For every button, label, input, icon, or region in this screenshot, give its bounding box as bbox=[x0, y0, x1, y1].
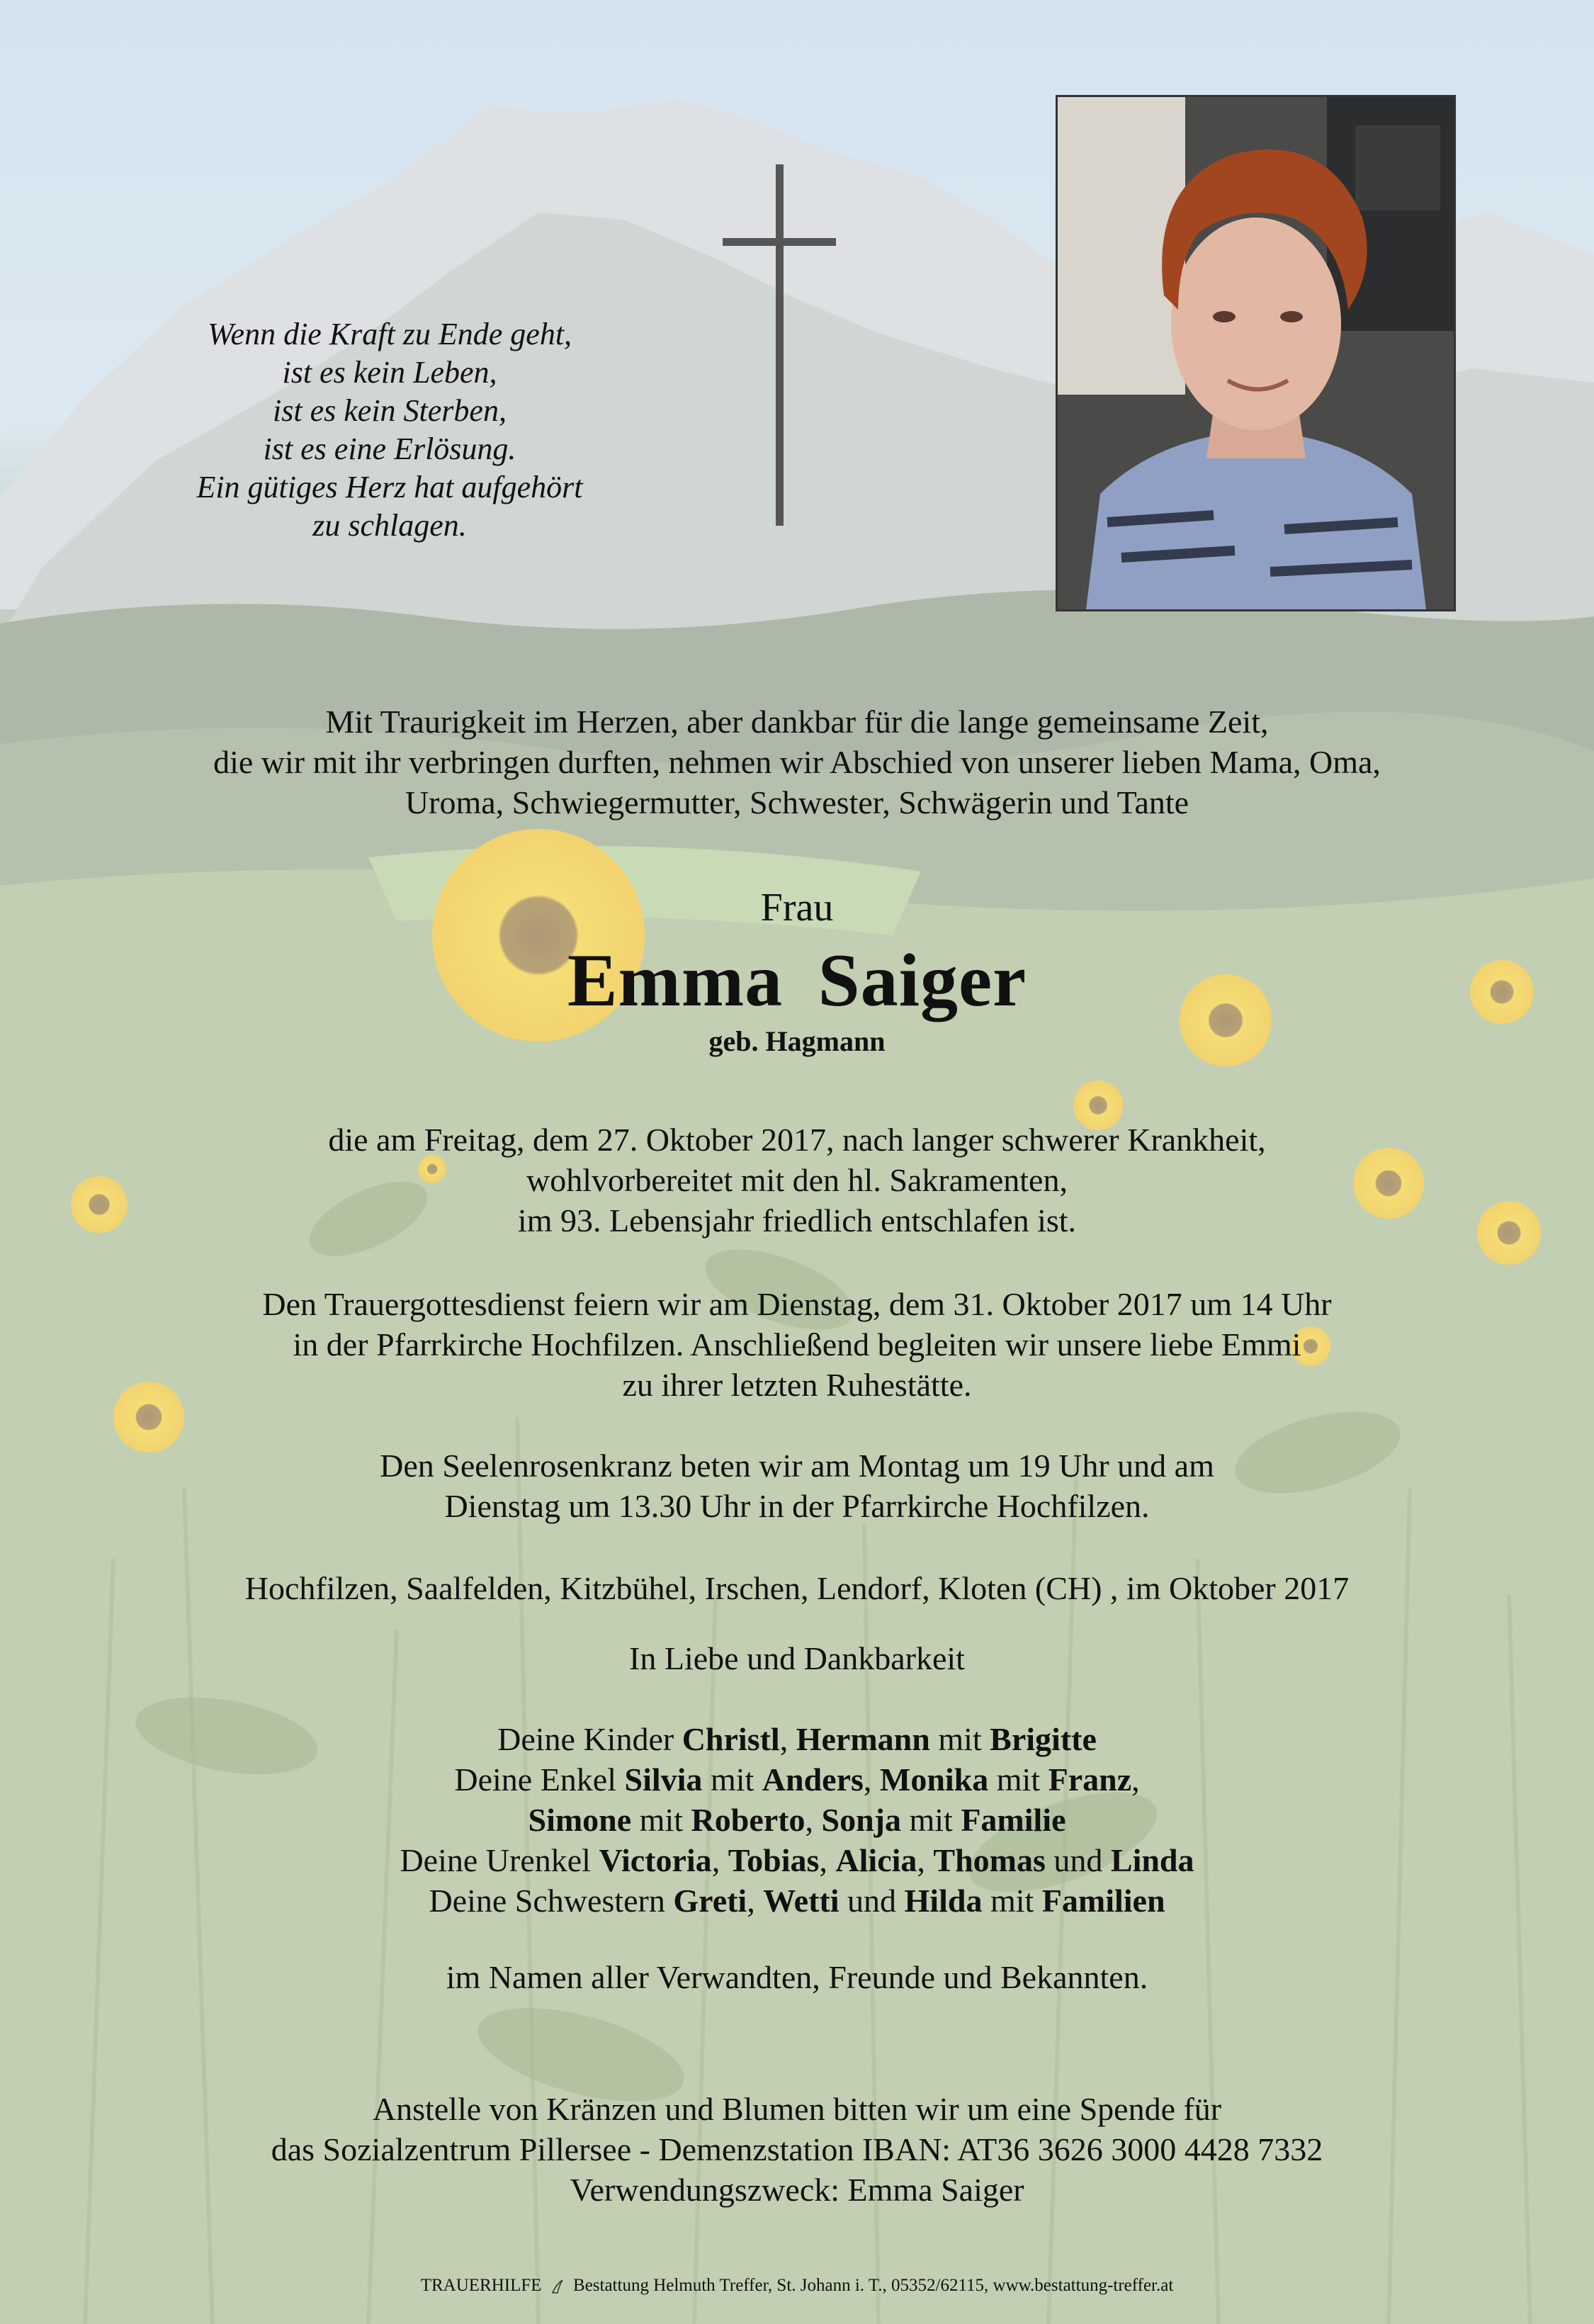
dove-logo-icon bbox=[550, 2277, 565, 2296]
funeral-line: Den Trauergottesdienst feiern wir am Dienstag, dem 31. Oktober 2017 um 14 Uhr bbox=[262, 1286, 1332, 1322]
quote-line: zu schlagen. bbox=[312, 508, 467, 543]
donation-line: das Sozialzentrum Pillersee - Demenzstation IBAN: AT36 3626 3000 4428 7332 bbox=[271, 2131, 1323, 2167]
intro-paragraph bbox=[0, 701, 1594, 823]
family-sisters: Deine Schwestern Greti, Wetti und Hilda mit Familien bbox=[429, 1883, 1165, 1919]
deceased-name: Emma Saiger bbox=[567, 939, 1027, 1022]
family-grandchildren: Deine Enkel Silvia mit Anders, Monika mit Franz, bbox=[454, 1761, 1140, 1798]
death-line: wohlvorbereitet mit den hl. Sakramenten, bbox=[526, 1162, 1068, 1198]
footer-text: Bestattung Helmuth Treffer, St. Johann i. T., 05352/62115, www.bestattung-treffer.at bbox=[573, 2276, 1174, 2295]
death-line: im 93. Lebensjahr friedlich entschlafen ist. bbox=[517, 1202, 1077, 1239]
footer-brand: TRAUERHILFE bbox=[420, 2276, 542, 2295]
family-children: Deine Kinder Christl, Hermann mit Brigitte bbox=[497, 1721, 1097, 1757]
places-date: Hochfilzen, Saalfelden, Kitzbühel, Irschen, Lendorf, Kloten (CH) , im Oktober 2017 bbox=[244, 1570, 1350, 1606]
donation-line: Verwendungszweck: Emma Saiger bbox=[570, 2172, 1024, 2208]
quote-line: ist es kein Leben, bbox=[282, 355, 497, 390]
portrait-photo bbox=[1056, 95, 1456, 611]
birth-name: geb. Hagmann bbox=[708, 1025, 886, 1057]
family-list bbox=[0, 1719, 1594, 1921]
family-grandchildren-2: Simone mit Roberto, Sonja mit Familie bbox=[528, 1802, 1066, 1838]
rosary-line: Den Seelenrosenkranz beten wir am Montag um 19 Uhr und am bbox=[380, 1448, 1214, 1484]
family-great-grandchildren: Deine Urenkel Victoria, Tobias, Alicia, Thomas und Linda bbox=[400, 1842, 1194, 1878]
footer bbox=[0, 2274, 1594, 2297]
intro-line: Mit Traurigkeit im Herzen, aber dankbar für die lange gemeinsame Zeit, bbox=[325, 704, 1269, 740]
death-paragraph bbox=[0, 1119, 1594, 1241]
intro-line: die wir mit ihr verbringen durften, nehmen wir Abschied von unserer lieben Mama, Oma, bbox=[213, 744, 1381, 780]
donation-line: Anstelle von Kränzen und Blumen bitten wir um eine Spende für bbox=[372, 2091, 1222, 2127]
quote-line: ist es kein Sterben, bbox=[273, 393, 507, 428]
rosary-line: Dienstag um 13.30 Uhr in der Pfarrkirche Hochfilzen. bbox=[444, 1488, 1150, 1524]
love-line: In Liebe und Dankbarkeit bbox=[629, 1640, 965, 1676]
death-line: die am Freitag, dem 27. Oktober 2017, nach langer schwerer Krankheit, bbox=[328, 1122, 1266, 1158]
funeral-paragraph bbox=[0, 1284, 1594, 1405]
quote-line: ist es eine Erlösung. bbox=[263, 431, 516, 466]
salutation: Frau bbox=[760, 886, 834, 930]
funeral-line: zu ihrer letzten Ruhestätte. bbox=[622, 1367, 972, 1403]
quote-line: Ein gütiges Herz hat aufgehört bbox=[196, 470, 583, 504]
rosary-paragraph bbox=[0, 1445, 1594, 1526]
quote-line: Wenn die Kraft zu Ende geht, bbox=[207, 317, 572, 351]
memorial-quote bbox=[152, 315, 627, 545]
intro-line: Uroma, Schwiegermutter, Schwester, Schwägerin und Tante bbox=[405, 784, 1189, 820]
donation-paragraph bbox=[0, 2089, 1594, 2210]
funeral-line: in der Pfarrkirche Hochfilzen. Anschließend begleiten wir unsere liebe Emmi bbox=[293, 1326, 1301, 1363]
relatives-line: im Namen aller Verwandten, Freunde und Bekannten. bbox=[446, 1959, 1148, 1995]
cross-icon bbox=[723, 164, 836, 526]
